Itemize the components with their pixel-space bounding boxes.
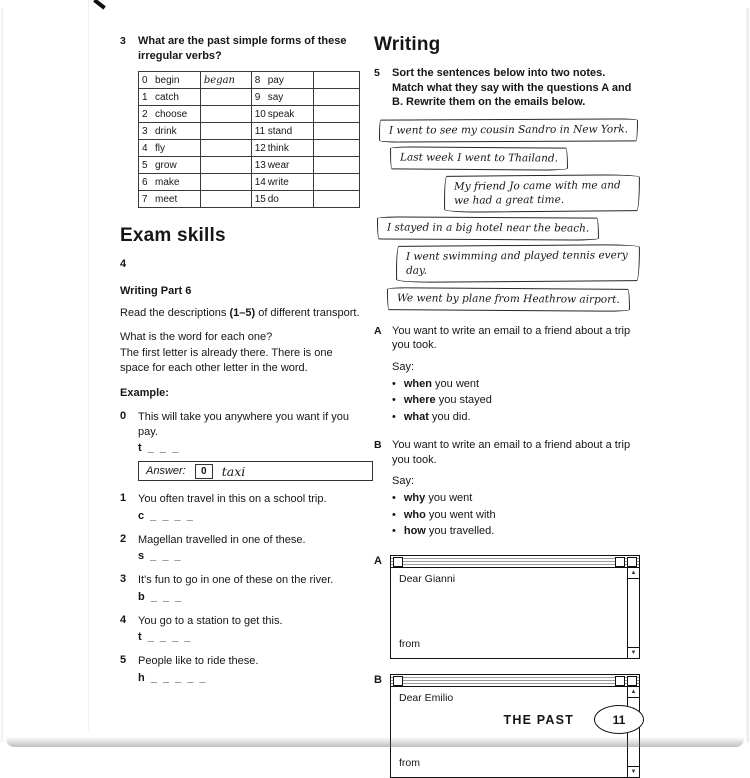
bullet-item: • when you went (392, 377, 480, 390)
exam-skills-heading: Exam skills (120, 225, 226, 247)
answer-box (138, 461, 373, 481)
email-a-greeting: Dear Gianni (399, 573, 456, 586)
task-a: A You want to write an email to a friend about a trip you took. (374, 324, 631, 352)
section-label: THE PAST (503, 712, 574, 727)
table-row: 0 begin began 8 pay (139, 72, 360, 89)
table-row: 2 choose 10 speak (139, 106, 360, 123)
question-item-5: 5 People like to ride these. h _ _ _ _ _ (120, 654, 259, 684)
exercise-3 (120, 34, 360, 63)
email-window-a (390, 555, 640, 659)
scroll-up-icon: ▲ (628, 687, 639, 698)
answer-number-box: 0 (195, 464, 213, 479)
handwritten-answer: began (200, 72, 251, 89)
answer-letters: t _ _ _ (138, 442, 180, 455)
question-item-2: 2 Magellan travelled in one of these. s _ _ _ (120, 532, 306, 563)
sentence-bubble: I went swimming and played tennis every day. (396, 245, 640, 284)
bullet-item: • why you went (392, 492, 473, 505)
scan-corner-mark (93, 0, 106, 10)
email-b-label: B (374, 673, 382, 686)
exercise-5-prompt: Sort the sentences below into two notes. Match what they say with the questions A and B. Rewrite them on the emails below. (392, 67, 632, 109)
scroll-down-icon: ▼ (628, 766, 639, 777)
task-b-bullets (392, 490, 640, 540)
sentence-bubble: I stayed in a big hotel near the beach. (377, 217, 599, 241)
question-item-4: 4 You go to a station to get this. t _ _ _ _ (120, 613, 283, 644)
exercise-3-number: 3 (120, 35, 126, 47)
exercise-5 (374, 66, 640, 110)
sentence-bubble: My friend Jo came with me and we had a great time. (444, 174, 640, 213)
example-label: Example: (120, 387, 169, 400)
scan-edge-right (745, 8, 749, 742)
bullet-item: • what you did. (392, 410, 471, 423)
sentence-bubble: Last week I went to Thailand. (390, 146, 568, 170)
zoom-box-icon (615, 676, 625, 686)
table-row: 5 grow 13 wear (139, 157, 360, 174)
email-b-greeting: Dear Emilio (399, 692, 454, 705)
left-column (120, 34, 360, 684)
close-box-icon (393, 676, 403, 686)
right-column (374, 34, 640, 778)
window-titlebar (391, 675, 639, 687)
table-row: 6 make 14 write (139, 174, 360, 191)
exercise-3-prompt: What are the past simple forms of these irregular verbs? (138, 35, 347, 62)
writing-heading: Writing (374, 34, 441, 55)
zoom-box-icon (615, 557, 625, 567)
answer-letters: h _ _ _ _ _ (138, 671, 208, 684)
answer-letters: b _ _ _ (138, 590, 183, 603)
answer-label: Answer: (146, 465, 186, 478)
writing-part-title: Writing Part 6 (120, 285, 192, 298)
instructions-paragraph-3: The first letter is already there. There is one space for each other letter in the word. (120, 347, 333, 374)
scan-edge-left (1, 8, 4, 742)
bullet-item: • who you went with (392, 508, 496, 521)
email-b-closing: from (399, 757, 420, 770)
task-a-bullets (392, 376, 640, 426)
email-a-label: A (374, 554, 382, 567)
scan-edge-bottom (6, 737, 744, 747)
answer-letters: s _ _ _ (138, 550, 183, 563)
question-item-3: 3 It's fun to go in one of these on the river. b _ _ _ (120, 573, 334, 603)
close-box-icon (393, 557, 403, 567)
sentence-bubble: We went by plane from Heathrow airport. (387, 287, 630, 312)
scroll-up-icon: ▲ (628, 568, 639, 579)
email-a-closing: from (399, 638, 420, 651)
instructions-paragraph-1: Read the descriptions (1–5) of different transport. (120, 307, 360, 320)
answer-letters: c _ _ _ _ (138, 509, 195, 522)
collapse-box-icon (627, 676, 637, 686)
bullet-item: • where you stayed (392, 394, 492, 407)
email-a-row (374, 555, 640, 659)
task-b-letter: B (374, 439, 382, 452)
table-row: 1 catch 9 say (139, 89, 360, 106)
sentence-bubble: I went to see my cousin Sandro in New York. (379, 118, 638, 143)
answer-letters: t _ _ _ _ (138, 631, 192, 644)
say-label: Say: (392, 360, 415, 373)
page-crease (88, 0, 89, 730)
example-item: 0 This will take you anywhere you want if you pay. t _ _ _ (120, 410, 360, 454)
instructions-paragraph-2: What is the word for each one? (120, 330, 273, 343)
table-row: 7 meet 15 do (139, 191, 360, 208)
exercise-5-number: 5 (374, 67, 380, 79)
handwritten-answer: taxi (221, 463, 246, 479)
page-number-badge: 11 (594, 705, 644, 734)
window-titlebar (391, 556, 639, 568)
say-label: Say: (392, 475, 415, 488)
collapse-box-icon (627, 557, 637, 567)
task-a-letter: A (374, 324, 382, 337)
task-b: B You want to write an email to a friend about a trip you took. (374, 439, 631, 466)
sentence-bubbles (374, 119, 640, 311)
vertical-scrollbar (627, 568, 639, 658)
page-footer (504, 705, 644, 734)
exercise-4-number: 4 (120, 258, 127, 271)
irregular-verbs-table (138, 71, 360, 208)
table-row: 3 drink 11 stand (139, 123, 360, 140)
email-a-body (391, 568, 627, 658)
bullet-item: • how you travelled. (392, 525, 495, 538)
table-row: 4 fly 12 think (139, 140, 360, 157)
question-item-1: 1 You often travel in this on a school trip. c _ _ _ _ (120, 492, 327, 522)
scroll-down-icon: ▼ (628, 647, 639, 658)
